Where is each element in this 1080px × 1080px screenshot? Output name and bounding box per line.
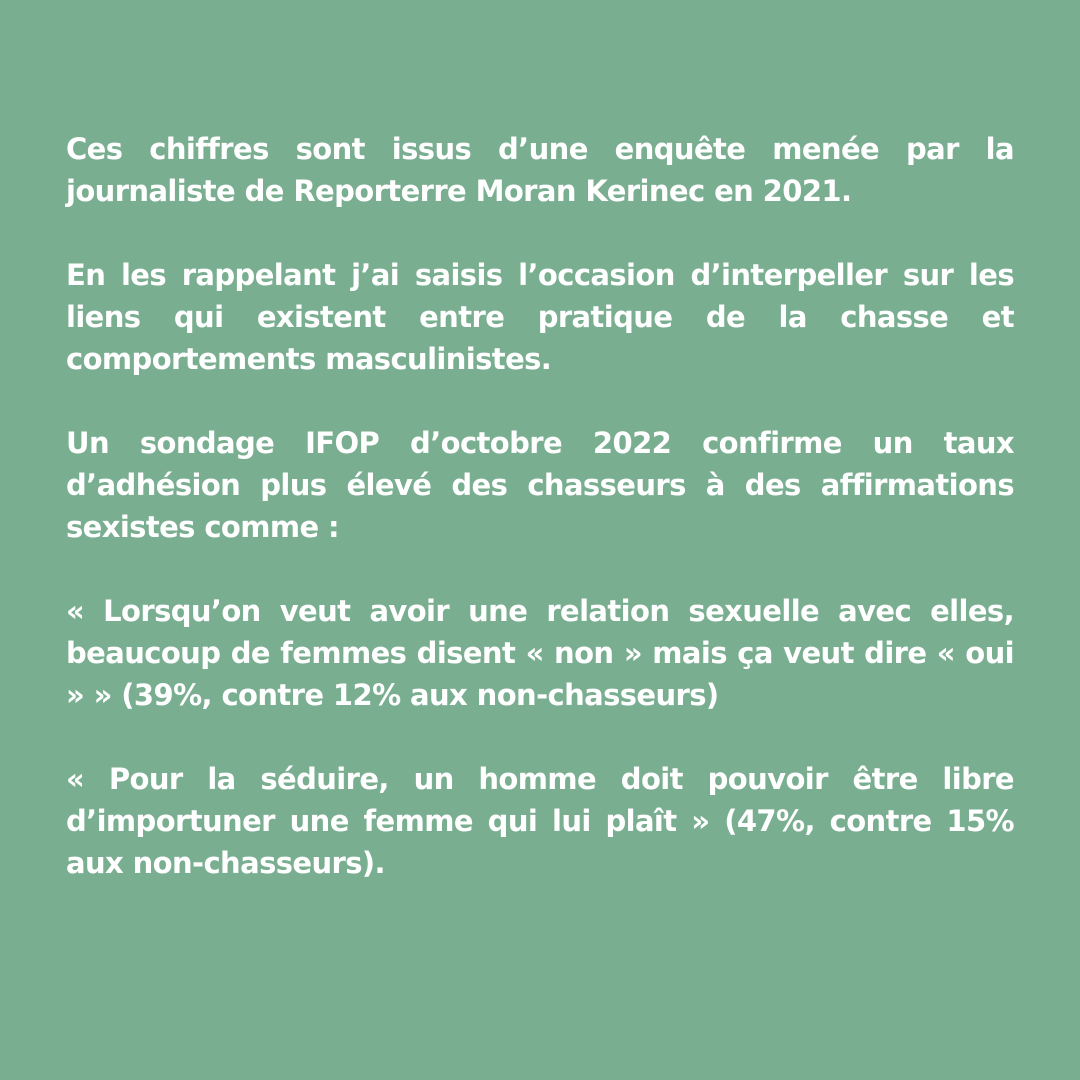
text-block (66, 128, 1014, 884)
paragraph-quote-2: « Pour la séduire, un homme doit pouvoir être libre d’importuner une femme qui lui plaît » (47%, contre 15% aux non-chasseurs). (66, 762, 1014, 880)
paragraph-intro: En les rappelant j’ai saisis l’occasion d’interpeller sur les liens qui existent entre pratique de la chasse et comportements masculinistes. (66, 258, 1014, 376)
paragraph-survey: Un sondage IFOP d’octobre 2022 confirme un taux d’adhésion plus élevé des chasseurs à des affirmations sexistes comme : (66, 426, 1014, 544)
paragraph-source: Ces chiffres sont issus d’une enquête menée par la journaliste de Reporterre Moran Kerinec en 2021. (66, 132, 1014, 208)
paragraph-quote-1: « Lorsqu’on veut avoir une relation sexuelle avec elles, beaucoup de femmes disent « non » mais ça veut dire « oui » » (39%, contre 12% aux non-chasseurs) (66, 594, 1014, 712)
